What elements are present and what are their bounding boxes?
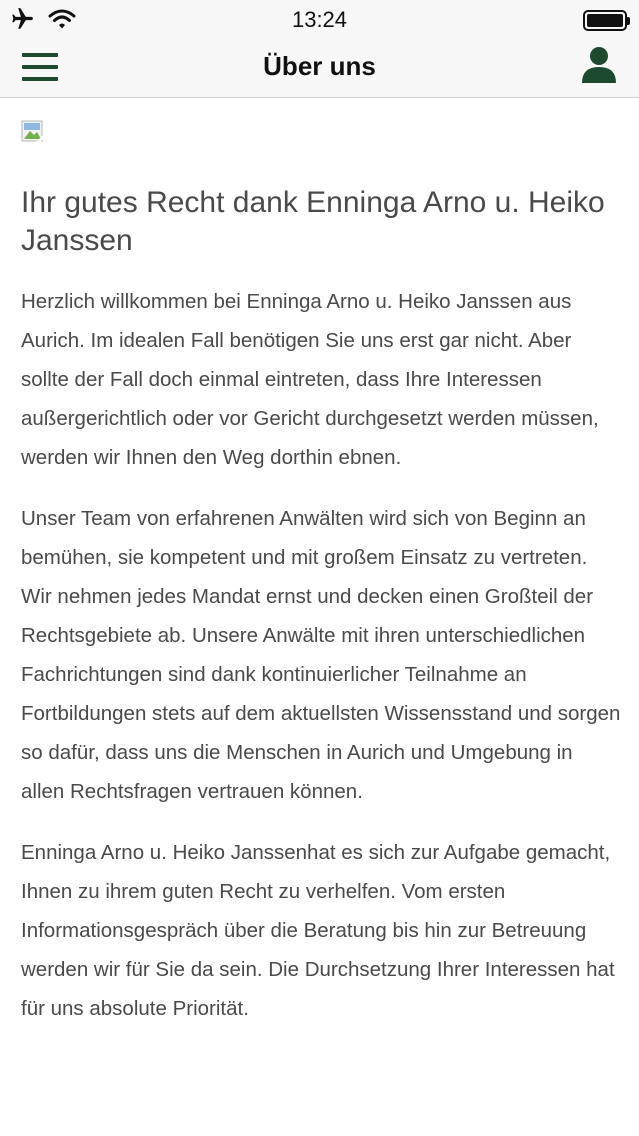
status-time: 13:24 — [291, 7, 348, 32]
battery-icon — [583, 10, 631, 31]
navigation-bar — [0, 40, 639, 98]
paragraph-welcome: Herzlich willkommen bei Enninga Arno u. Heiko Janssen aus Aurich. Im idealen Fall benötigen Sie uns erst gar nicht. Aber sollte der Fall doch einmal eintreten, dass Ihre Interessen außergerichtlich oder vor Gericht durchgesetzt werden müssen, werden wir Ihnen den Weg dorthin ebnen. — [21, 290, 599, 469]
broken-image-icon — [21, 120, 47, 146]
battery-level — [587, 14, 623, 27]
about-content — [21, 120, 621, 1028]
status-bar — [0, 0, 639, 40]
person-icon[interactable] — [581, 46, 617, 84]
paragraph-team: Unser Team von erfahrenen Anwälten wird sich von Beginn an bemühen, sie kompetent und mit großem Einsatz zu vertreten. Wir nehmen jedes Mandat ernst und decken einen Großteil der Rechtsgebiete ab. Unsere Anwälte mit ihren unterschiedlichen Fachrichtungen sind dank kontinuierlicher Teilnahme an Fortbildungen stets auf dem aktuellsten Wissensstand und sorgen so dafür, dass uns die Menschen in Aurich und Umgebung in allen Rechtsfragen vertrauen können. — [21, 507, 621, 803]
page-title: Über uns — [263, 51, 376, 81]
paragraph-mission: Enninga Arno u. Heiko Janssenhat es sich zur Aufgabe gemacht, Ihnen zu ihrem guten Recht zu verhelfen. Vom ersten Informationsgespräch über die Beratung bis hin zur Betreuung werden wir für Sie da sein. Die Durchsetzung Ihrer Interessen hat für uns absolute Priorität. — [21, 841, 615, 1020]
battery-body — [583, 10, 627, 31]
headline: Ihr gutes Recht dank Enninga Arno u. Heiko Janssen — [21, 186, 605, 257]
battery-tip — [627, 17, 630, 25]
